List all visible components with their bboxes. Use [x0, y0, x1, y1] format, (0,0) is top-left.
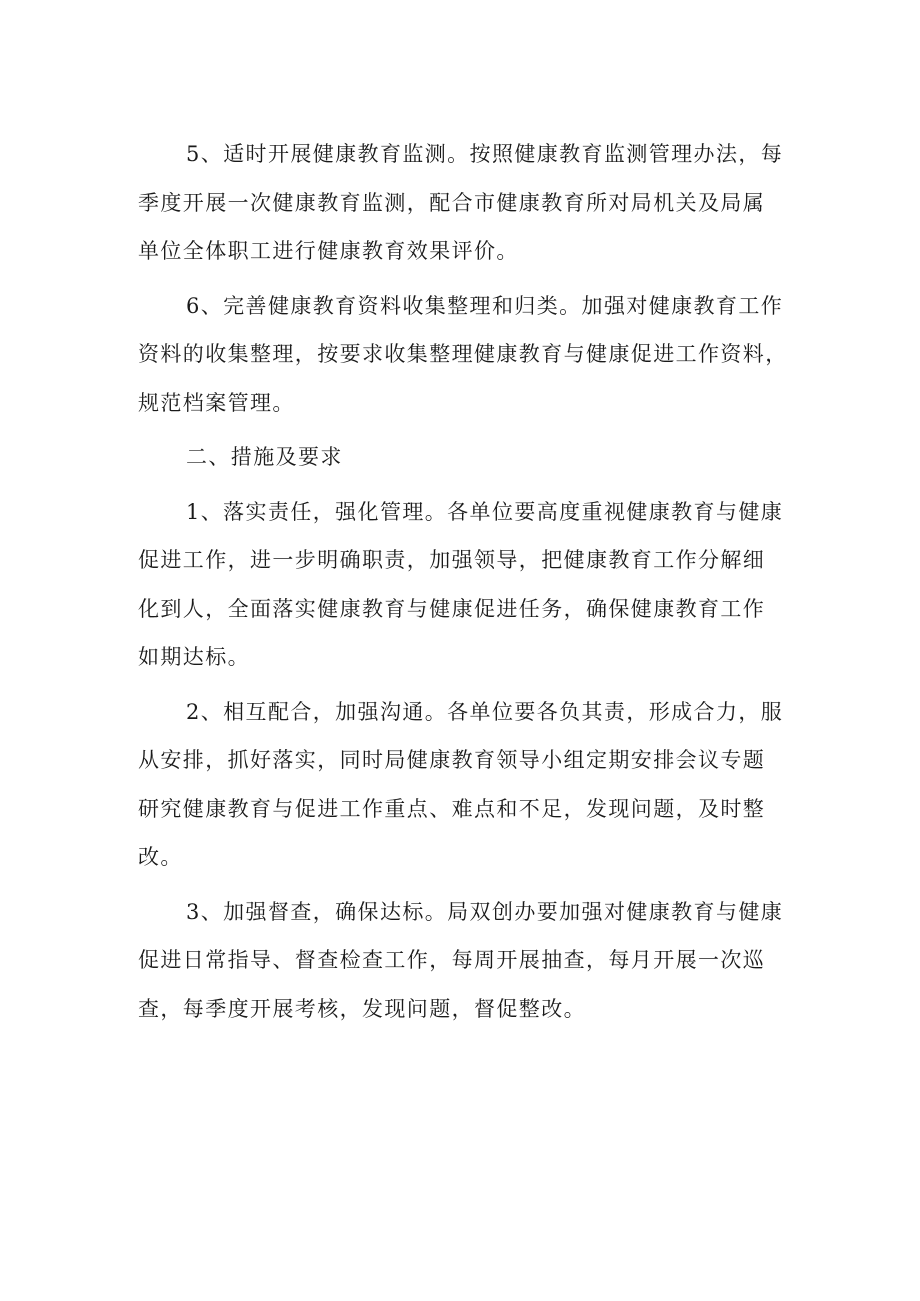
- paragraph-line: 单位全体职工进行健康教育效果评价。: [138, 239, 519, 263]
- paragraph-line: 3、加强督查，确保达标。局双创办要加强对健康教育与健康: [186, 899, 784, 924]
- paragraph-item-5: [138, 130, 790, 276]
- section-heading-text: 二、措施及要求: [186, 445, 343, 469]
- paragraph-line: 查，每季度开展考核，发现问题，督促整改。: [138, 996, 586, 1021]
- measure-item-3: [138, 888, 790, 1034]
- paragraph-line: 化到人，全面落实健康教育与健康促进任务，确保健康教育工作: [138, 596, 766, 621]
- paragraph-line: 研究健康教育与促进工作重点、难点和不足，发现问题，及时整: [138, 796, 766, 821]
- paragraph-line: 促进日常指导、督查检查工作，每周开展抽查，每月开展一次巡: [138, 948, 766, 972]
- document-body: [138, 130, 790, 1039]
- paragraph-line: 5、适时开展健康教育监测。按照健康教育监测管理办法，每: [186, 142, 784, 166]
- section-heading: [138, 433, 790, 482]
- paragraph-line: 改。: [138, 845, 183, 869]
- paragraph-line: 如期达标。: [138, 645, 250, 669]
- paragraph-line: 季度开展一次健康教育监测，配合市健康教育所对局机关及局属: [138, 190, 766, 215]
- paragraph-line: 促进工作，进一步明确职责，加强领导，把健康教育工作分解细: [138, 548, 766, 572]
- paragraph-line: 规范档案管理。: [138, 390, 295, 415]
- paragraph-line: 1、落实责任，强化管理。各单位要高度重视健康教育与健康: [186, 499, 784, 524]
- measure-item-1: [138, 488, 790, 682]
- paragraph-item-6: [138, 282, 790, 428]
- measure-item-2: [138, 688, 790, 882]
- paragraph-line: 2、相互配合，加强沟通。各单位要各负其责，形成合力，服: [186, 699, 784, 724]
- paragraph-line: 6、完善健康教育资料收集整理和归类。加强对健康教育工作: [186, 293, 784, 318]
- paragraph-line: 从安排，抓好落实，同时局健康教育领导小组定期安排会议专题: [138, 748, 766, 772]
- paragraph-line: 资料的收集整理，按要求收集整理健康教育与健康促进工作资料，: [138, 342, 788, 366]
